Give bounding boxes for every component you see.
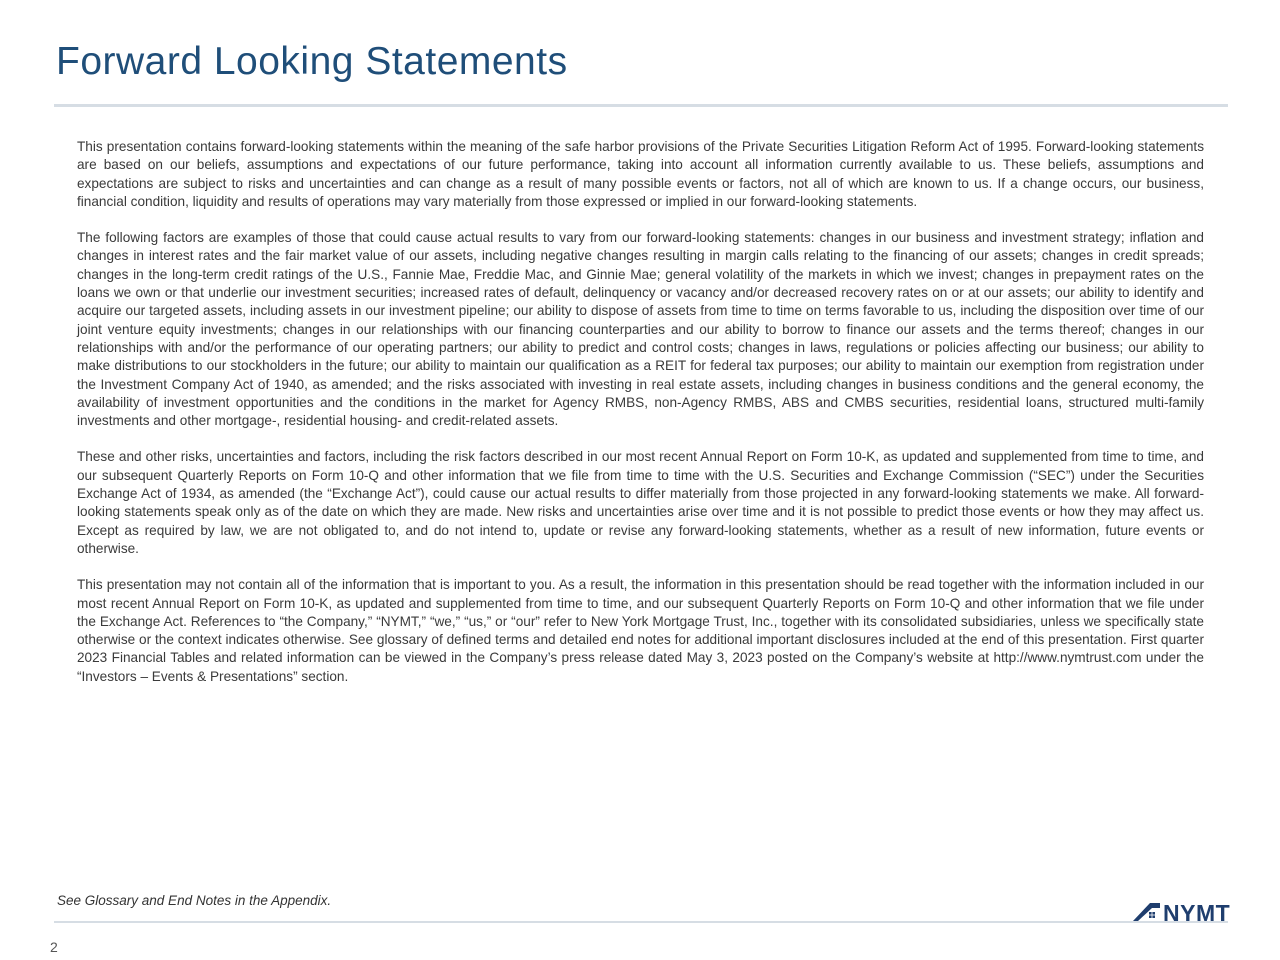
- body-text: [77, 138, 1204, 704]
- logo-wordmark: NYMT: [1163, 900, 1231, 926]
- paragraph-additional-info: This presentation may not contain all of the information that is important to you. As a result, the information in this presentation should be read together with the information included in our most recent Annual Report on Form 10-K, as updated and supplemented from time to time, and our subsequent Quarterly Reports on Form 10-Q and other information that we file under the Exchange Act. References to “the Company,” “NYMT,” “we,” “us,” or “our” refer to New York Mortgage Trust, Inc., together with its consolidated subsidiaries, unless we specifically state otherwise or the context indicates otherwise. See glossary of defined terms and detailed end notes for additional important disclosures included at the end of this presentation. First quarter 2023 Financial Tables and related information can be viewed in the Company’s press release dated May 3, 2023 posted on the Company’s website at http://www.nymtrust.com under the “Investors – Events & Presentations” section.: [77, 577, 1204, 684]
- page-number: 2: [50, 939, 58, 955]
- footer-divider: [54, 921, 1228, 923]
- title-divider: [54, 104, 1228, 107]
- appendix-footnote: See Glossary and End Notes in the Appendix.: [57, 893, 332, 908]
- paragraph-risk-factors: The following factors are examples of those that could cause actual results to vary from our forward-looking statements: changes in our business and investment strategy; inflation and changes in interest rates and the fair market value of our assets, including negative changes resulting in margin calls relating to the financing of our assets; changes in credit spreads; changes in the long-term credit ratings of the U.S., Fannie Mae, Freddie Mac, and Ginnie Mae; general volatility of the markets in which we invest; changes in prepayment rates on the loans we own or that underlie our investment securities; increased rates of default, delinquency or vacancy and/or decreased recovery rates on or at our assets; our ability to identify and acquire our targeted assets, including assets in our investment pipeline; our ability to dispose of assets from time to time on terms favorable to us, including the disposition over time of our joint venture equity investments; changes in our relationships with our financing counterparties and our ability to borrow to finance our assets and the terms thereof; changes in our relationships with and/or the performance of our operating partners; our ability to predict and control costs; changes in laws, regulations or policies affecting our business; our ability to make distributions to our stockholders in the future; our ability to maintain our qualification as a REIT for federal tax purposes; our ability to maintain our exemption from registration under the Investment Company Act of 1940, as amended; and the risks associated with investing in real estate assets, including changes in business conditions and the general economy, the availability of investment opportunities and the conditions in the market for Agency RMBS, non-Agency RMBS, ABS and CMBS securities, residential loans, structured multi-family investments and other mortgage-, residential housing- and credit-related assets.: [77, 230, 1204, 429]
- house-roof-icon: [1133, 899, 1163, 923]
- page-title: Forward Looking Statements: [56, 40, 568, 83]
- nymt-logo: [1133, 898, 1263, 930]
- paragraph-other-risks: These and other risks, uncertainties and factors, including the risk factors described in our most recent Annual Report on Form 10-K, as updated and supplemented from time to time, and our subsequent Quarterly Reports on Form 10-Q and other information that we file from time to time with the U.S. Securities and Exchange Commission (“SEC”) under the Securities Exchange Act of 1934, as amended (the “Exchange Act”), could cause our actual results to differ materially from those projected in any forward-looking statements we make. All forward-looking statements speak only as of the date on which they are made. New risks and uncertainties arise over time and it is not possible to predict those events or how they may affect us. Except as required by law, we are not obligated to, and do not intend to, update or revise any forward-looking statements, whether as a result of new information, future events or otherwise.: [77, 449, 1204, 556]
- paragraph-safe-harbor: This presentation contains forward-looking statements within the meaning of the safe harbor provisions of the Private Securities Litigation Reform Act of 1995. Forward-looking statements are based on our beliefs, assumptions and expectations of our future performance, taking into account all information currently available to us. These beliefs, assumptions and expectations are subject to risks and uncertainties and can change as a result of many possible events or factors, not all of which are known to us. If a change occurs, our business, financial condition, liquidity and results of operations may vary materially from those expressed or implied in our forward-looking statements.: [77, 139, 1204, 209]
